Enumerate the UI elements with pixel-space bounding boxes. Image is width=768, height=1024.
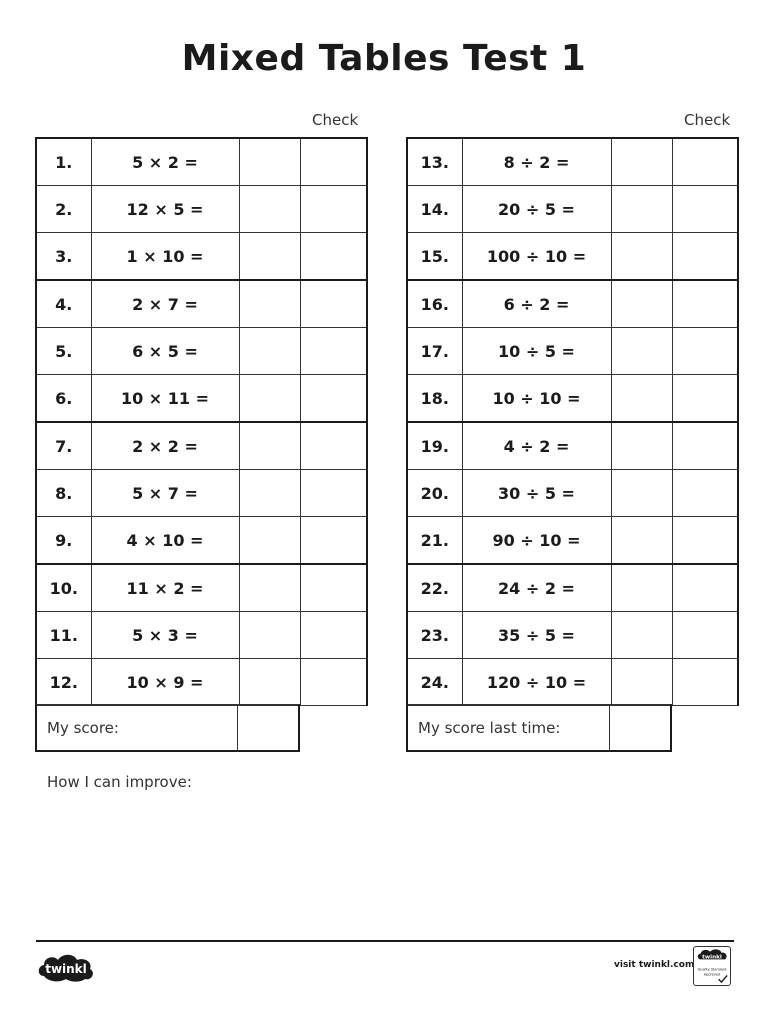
question-row: [407, 422, 738, 470]
question-row: [36, 138, 367, 186]
question-text: 2 × 7 =: [91, 280, 239, 328]
question-text: 20 ÷ 5 =: [462, 186, 611, 233]
answer-cell[interactable]: [239, 186, 300, 233]
check-cell[interactable]: [300, 470, 367, 517]
answer-cell[interactable]: [611, 422, 672, 470]
question-number: 20.: [407, 470, 462, 517]
visit-twinkl-text: visit twinkl.com: [614, 960, 695, 970]
question-number: 2.: [36, 186, 91, 233]
question-text: 30 ÷ 5 =: [462, 470, 611, 517]
question-number: 5.: [36, 328, 91, 375]
check-cell[interactable]: [672, 517, 738, 565]
quality-standard-badge-icon: [693, 946, 731, 986]
question-number: 12.: [36, 659, 91, 706]
answer-cell[interactable]: [239, 659, 300, 706]
question-row: [407, 375, 738, 423]
question-row: [36, 328, 367, 375]
question-row: [36, 233, 367, 281]
question-row: [407, 328, 738, 375]
question-text: 10 ÷ 5 =: [462, 328, 611, 375]
check-cell[interactable]: [672, 233, 738, 281]
answer-cell[interactable]: [239, 138, 300, 186]
answer-cell[interactable]: [611, 612, 672, 659]
question-number: 14.: [407, 186, 462, 233]
question-text: 8 ÷ 2 =: [462, 138, 611, 186]
question-text: 4 ÷ 2 =: [462, 422, 611, 470]
answer-cell[interactable]: [239, 280, 300, 328]
answer-cell[interactable]: [611, 659, 672, 706]
my-score-input-cell[interactable]: [238, 705, 298, 750]
question-row: [407, 138, 738, 186]
check-cell[interactable]: [672, 328, 738, 375]
answer-cell[interactable]: [239, 470, 300, 517]
answer-cell[interactable]: [611, 328, 672, 375]
check-cell[interactable]: [672, 659, 738, 706]
how-i-can-improve-label: How I can improve:: [47, 773, 192, 791]
check-label-left: Check: [312, 111, 359, 129]
check-cell[interactable]: [300, 233, 367, 281]
question-number: 11.: [36, 612, 91, 659]
question-text: 5 × 2 =: [91, 138, 239, 186]
answer-cell[interactable]: [239, 564, 300, 612]
logo-text: twinkl: [45, 962, 87, 976]
question-number: 19.: [407, 422, 462, 470]
my-score-last-time-input-cell[interactable]: [610, 705, 670, 750]
question-text: 24 ÷ 2 =: [462, 564, 611, 612]
question-row: [36, 659, 367, 706]
question-row: [36, 470, 367, 517]
svg-text:Quality Standard: Quality Standard: [697, 967, 727, 972]
question-text: 120 ÷ 10 =: [462, 659, 611, 706]
question-row: [407, 517, 738, 565]
check-cell[interactable]: [300, 422, 367, 470]
question-text: 10 ÷ 10 =: [462, 375, 611, 423]
check-cell[interactable]: [300, 280, 367, 328]
answer-cell[interactable]: [611, 233, 672, 281]
answer-cell[interactable]: [611, 138, 672, 186]
check-cell[interactable]: [672, 470, 738, 517]
question-number: 22.: [407, 564, 462, 612]
check-cell[interactable]: [672, 280, 738, 328]
answer-cell[interactable]: [239, 612, 300, 659]
answer-cell[interactable]: [611, 517, 672, 565]
check-cell[interactable]: [300, 612, 367, 659]
question-text: 11 × 2 =: [91, 564, 239, 612]
answer-cell[interactable]: [239, 375, 300, 423]
my-score-box: [35, 704, 300, 752]
question-number: 23.: [407, 612, 462, 659]
answer-cell[interactable]: [239, 422, 300, 470]
check-cell[interactable]: [672, 422, 738, 470]
question-row: [36, 186, 367, 233]
question-text: 6 ÷ 2 =: [462, 280, 611, 328]
answer-cell[interactable]: [239, 517, 300, 565]
my-score-label: My score:: [37, 705, 238, 750]
answer-cell[interactable]: [611, 564, 672, 612]
question-row: [36, 564, 367, 612]
question-row: [407, 470, 738, 517]
question-number: 13.: [407, 138, 462, 186]
question-text: 5 × 7 =: [91, 470, 239, 517]
question-number: 16.: [407, 280, 462, 328]
question-number: 4.: [36, 280, 91, 328]
svg-text:twinkl: twinkl: [702, 954, 722, 961]
question-text: 35 ÷ 5 =: [462, 612, 611, 659]
check-cell[interactable]: [672, 375, 738, 423]
question-row: [407, 612, 738, 659]
check-cell[interactable]: [300, 138, 367, 186]
question-row: [407, 659, 738, 706]
question-text: 12 × 5 =: [91, 186, 239, 233]
svg-text:Approved: Approved: [703, 972, 721, 977]
question-row: [407, 564, 738, 612]
check-cell[interactable]: [300, 328, 367, 375]
question-number: 18.: [407, 375, 462, 423]
question-row: [36, 517, 367, 565]
answer-cell[interactable]: [239, 233, 300, 281]
question-number: 15.: [407, 233, 462, 281]
check-cell[interactable]: [300, 517, 367, 565]
my-score-last-time-label: My score last time:: [408, 705, 610, 750]
question-text: 1 × 10 =: [91, 233, 239, 281]
question-row: [407, 186, 738, 233]
answer-cell[interactable]: [611, 186, 672, 233]
question-number: 3.: [36, 233, 91, 281]
question-text: 100 ÷ 10 =: [462, 233, 611, 281]
question-number: 10.: [36, 564, 91, 612]
left-questions-table: [35, 137, 368, 706]
check-cell[interactable]: [672, 612, 738, 659]
question-text: 2 × 2 =: [91, 422, 239, 470]
question-number: 7.: [36, 422, 91, 470]
check-cell[interactable]: [300, 564, 367, 612]
question-row: [36, 422, 367, 470]
question-number: 8.: [36, 470, 91, 517]
question-number: 6.: [36, 375, 91, 423]
check-cell[interactable]: [672, 186, 738, 233]
question-text: 10 × 9 =: [91, 659, 239, 706]
question-text: 4 × 10 =: [91, 517, 239, 565]
answer-cell[interactable]: [611, 375, 672, 423]
question-row: [407, 233, 738, 281]
question-text: 6 × 5 =: [91, 328, 239, 375]
check-cell[interactable]: [300, 186, 367, 233]
check-label-right: Check: [684, 111, 731, 129]
right-questions-table: [406, 137, 739, 706]
question-row: [407, 280, 738, 328]
check-cell[interactable]: [672, 564, 738, 612]
answer-cell[interactable]: [239, 328, 300, 375]
question-number: 9.: [36, 517, 91, 565]
question-text: 10 × 11 =: [91, 375, 239, 423]
my-score-last-time-box: [406, 704, 672, 752]
question-text: 5 × 3 =: [91, 612, 239, 659]
footer-divider: [36, 940, 734, 942]
page-title: Mixed Tables Test 1: [181, 38, 587, 79]
answer-cell[interactable]: [611, 280, 672, 328]
question-number: 21.: [407, 517, 462, 565]
check-cell[interactable]: [300, 375, 367, 423]
question-row: [36, 375, 367, 423]
answer-cell[interactable]: [611, 470, 672, 517]
check-cell[interactable]: [300, 659, 367, 706]
question-number: 1.: [36, 138, 91, 186]
question-number: 17.: [407, 328, 462, 375]
question-row: [36, 280, 367, 328]
question-number: 24.: [407, 659, 462, 706]
question-text: 90 ÷ 10 =: [462, 517, 611, 565]
check-cell[interactable]: [672, 138, 738, 186]
question-row: [36, 612, 367, 659]
twinkl-logo-icon: [36, 950, 96, 984]
